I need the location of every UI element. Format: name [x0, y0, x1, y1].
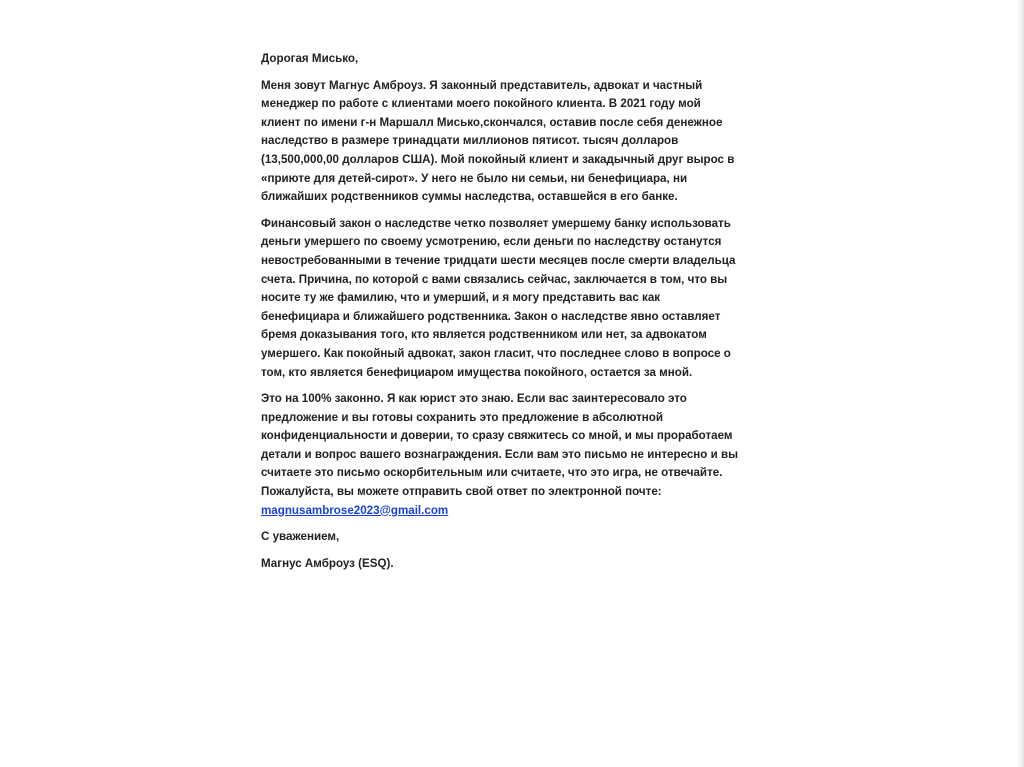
letter-body: [261, 50, 739, 581]
email-link[interactable]: magnusambrose2023@gmail.com: [261, 503, 449, 517]
letter-greeting: Дорогая Мисько,: [261, 52, 359, 65]
letter-offer-text: Это на 100% законно. Я как юрист это знаю. Если вас заинтересовало это предложение и вы готовы сохранить это предложение в абсолютной конфиденциальности и доверии, то сразу свяжитесь со мной, и мы проработаем детали и вопрос вашего вознаграждения. Если вам это письмо не интересно и вы считаете это письмо оскорбительным или считаете, что это игра, не отвечайте. Пожалуйста, вы можете отправить свой ответ по электронной почте:: [261, 392, 738, 499]
letter-signature: Магнус Амброуз (ESQ).: [261, 556, 394, 570]
letter-paragraph-offer: [261, 390, 739, 520]
page-edge-shadow: [1017, 0, 1023, 767]
letter-paragraph-law: Финансовый закон о наследстве четко позволяет умершему банку использовать деньги умершего по своему усмотрению, если деньги по наследству останутся невостребованными в течение тридцати шести месяцев после смерти владельца счета. Причина, по которой с вами связались сейчас, заключается в том, что вы носите ту же фамилию, что и умерший, и я могу представить вас как бенефициара и ближайшего родственника. Закон о наследстве явно оставляет бремя доказывания того, кто является родственником или нет, за адвокатом умершего. Как покойный адвокат, закон гласит, что последнее слово в вопросе о том, кто является бенефициаром имущества покойного, остается за мной.: [261, 216, 736, 379]
letter-closing: С уважением,: [261, 530, 340, 544]
letter-paragraph-intro: Меня зовут Магнус Амброуз. Я законный представитель, адвокат и частный менеджер по работе с клиентами моего покойного клиента. В 2021 году мой клиент по имени г-н Маршалл Мисько,скончался, оставив после себя денежное наследство в размере тринадцати миллионов пятисот. тысяч долларов (13,500,000,00 долларов США). Мой покойный клиент и закадычный друг вырос в «приюте для детей-сирот». У него не было ни семьи, ни бенефициара, ни ближайших родственников суммы наследства, оставшейся в его банке.: [261, 78, 735, 204]
